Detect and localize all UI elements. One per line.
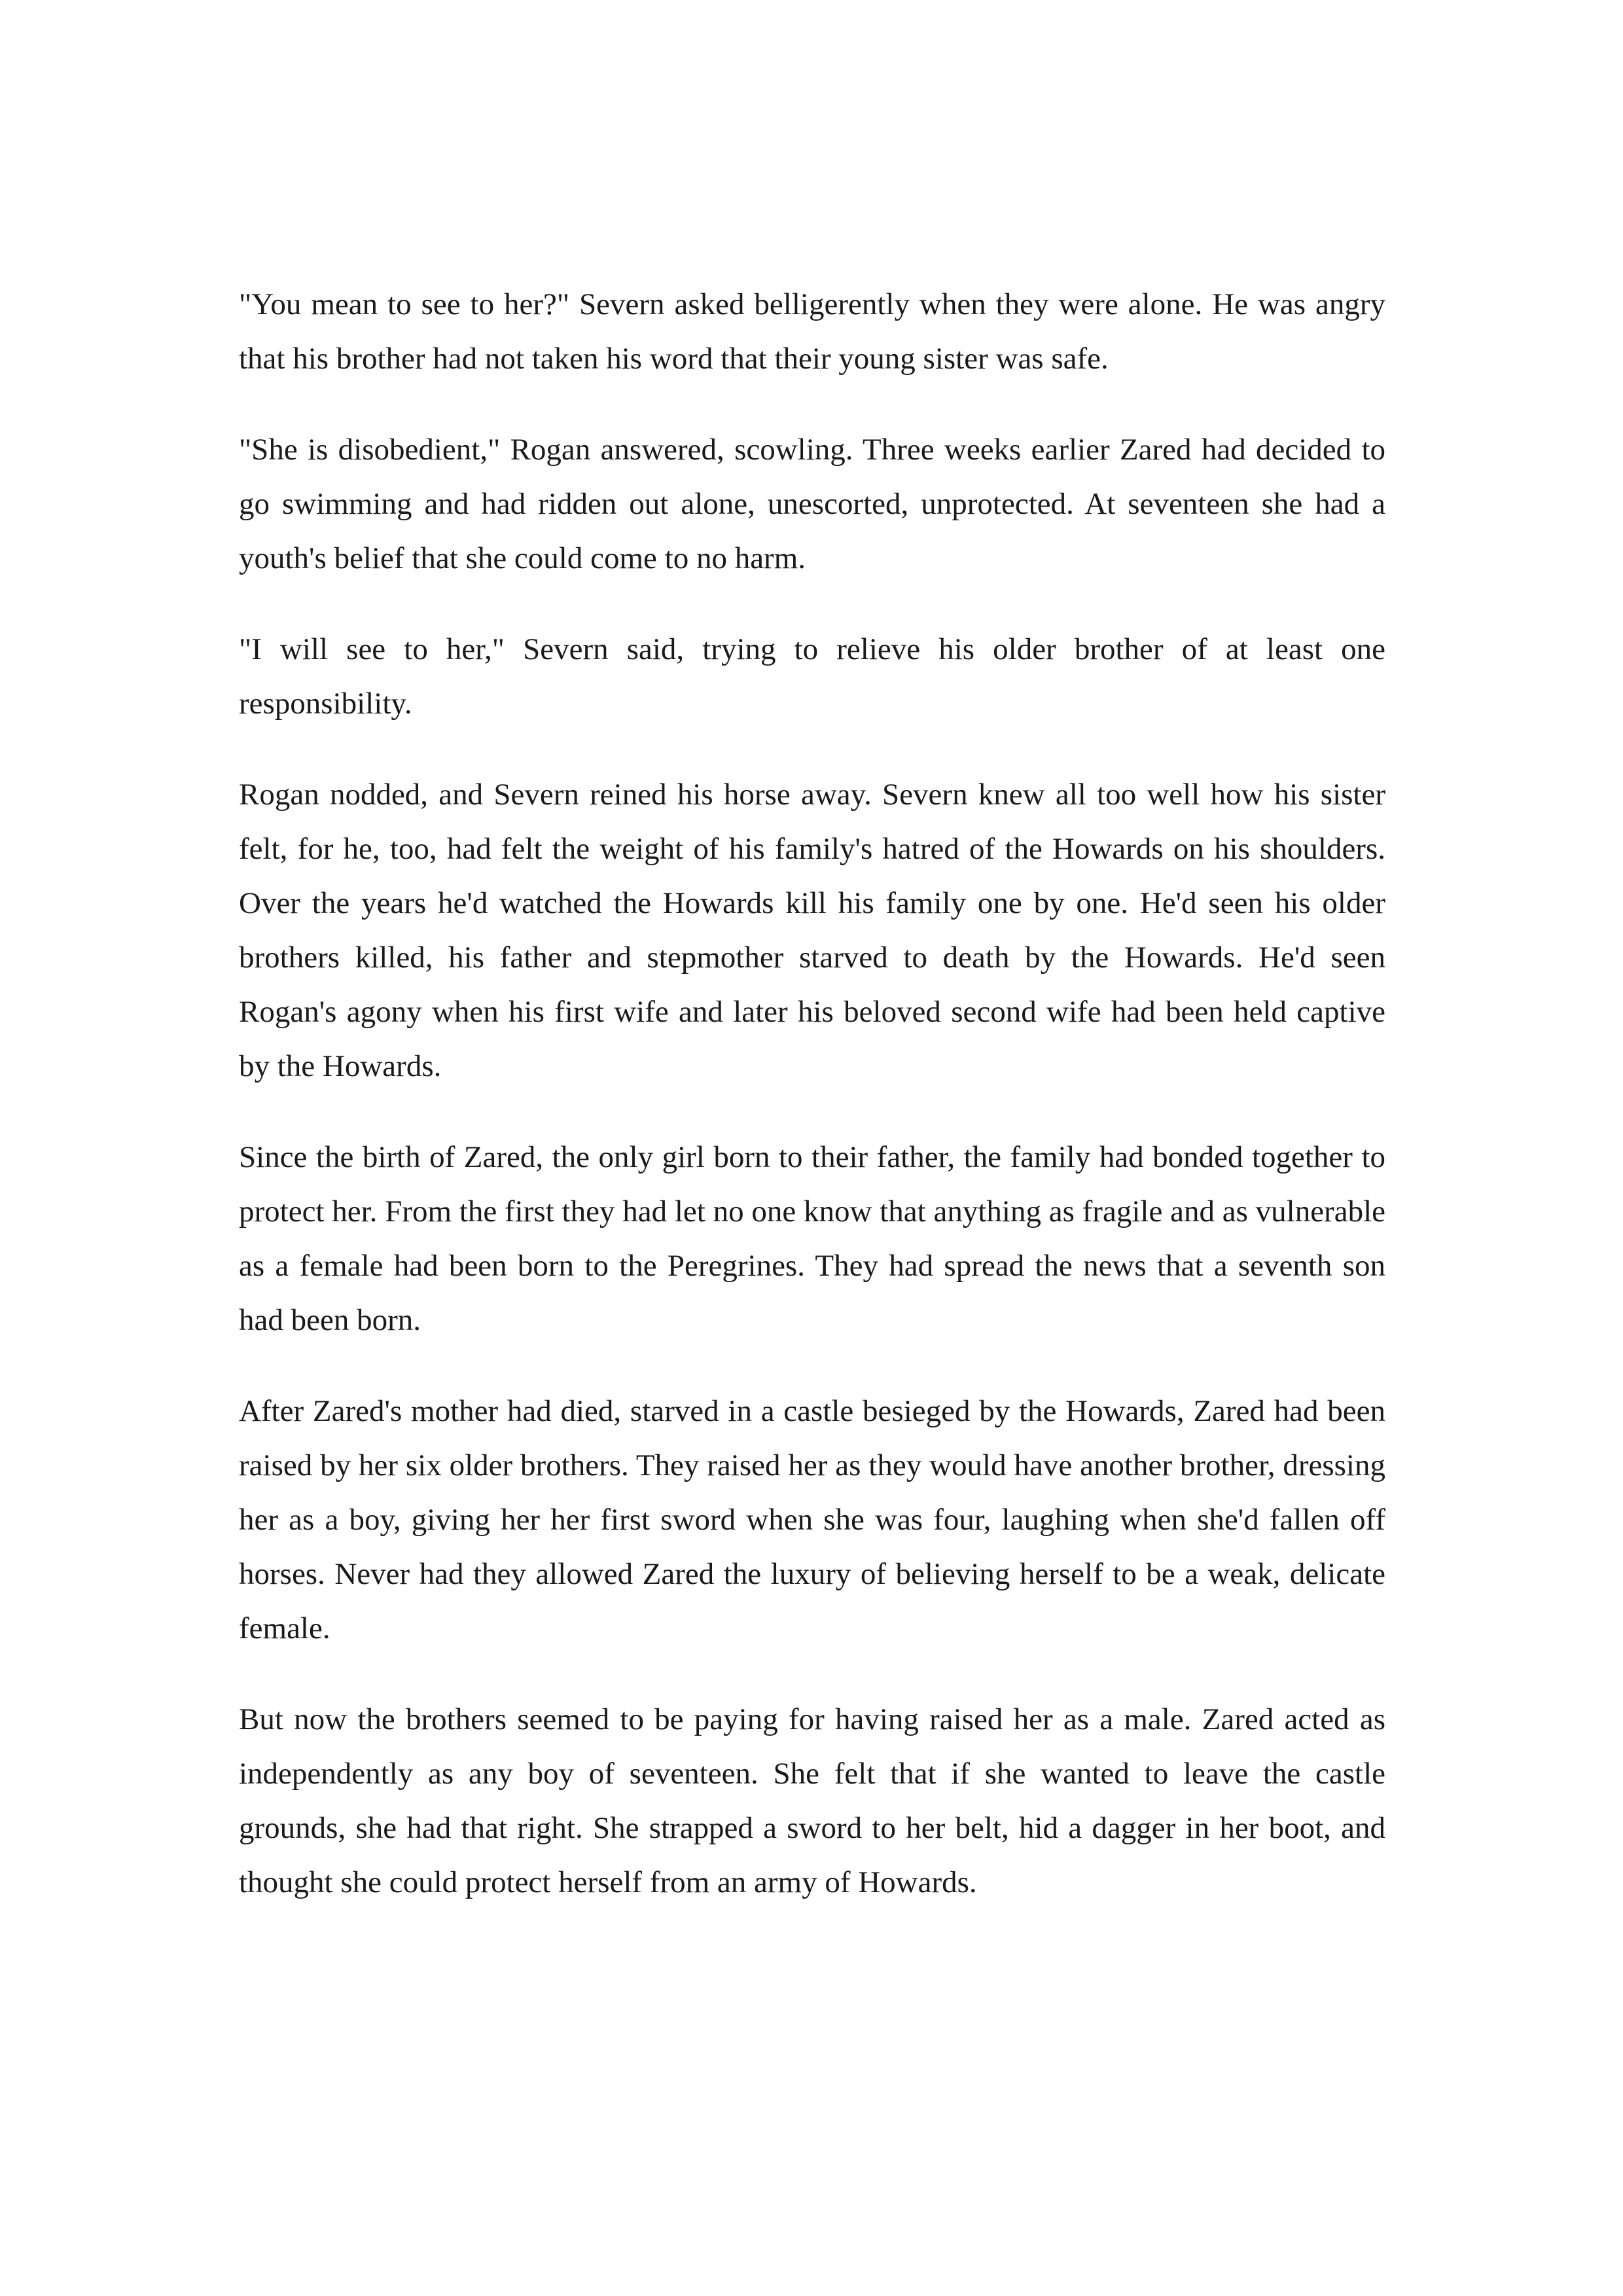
body-text	[239, 278, 1385, 1910]
paragraph-1: "You mean to see to her?" Severn asked belligerently when they were alone. He was angry that his brother had not taken his word that their young sister was safe.	[239, 287, 1385, 376]
paragraph-5: Since the birth of Zared, the only girl born to their father, the family had bonded together to protect her. From the first they had let no one know that anything as fragile and as vulnerable as a female had been born to the Peregrines. They had spread the news that a seventh son had been born.	[239, 1140, 1385, 1337]
paragraph-2: "She is disobedient," Rogan answered, scowling. Three weeks earlier Zared had decided to go swimming and had ridden out alone, unescorted, unprotected. At seventeen she had a youth's belief that she could come to no harm.	[239, 433, 1385, 575]
paragraph-7: But now the brothers seemed to be paying for having raised her as a male. Zared acted as independently as any boy of seventeen. She felt that if she wanted to leave the castle grounds, she had that right. She strapped a sword to her belt, hid a dagger in her boot, and thought she could protect herself from an army of Howards.	[239, 1702, 1385, 1899]
paragraph-3: "I will see to her," Severn said, trying to relieve his older brother of at least one responsibility.	[239, 632, 1385, 721]
paragraph-4: Rogan nodded, and Severn reined his horse away. Severn knew all too well how his sister felt, for he, too, had felt the weight of his family's hatred of the Howards on his shoulders. Over the years he'd watched the Howards kill his family one by one. He'd seen his older brothers killed, his father and stepmother starved to death by the Howards. He'd seen Rogan's agony when his first wife and later his beloved second wife had been held captive by the Howards.	[239, 778, 1385, 1083]
paragraph-6: After Zared's mother had died, starved in a castle besieged by the Howards, Zared had been raised by her six older brothers. They raised her as they would have another brother, dressing her as a boy, giving her her first sword when she was four, laughing when she'd fallen off horses. Never had they allowed Zared the luxury of believing herself to be a weak, delicate female.	[239, 1394, 1385, 1645]
